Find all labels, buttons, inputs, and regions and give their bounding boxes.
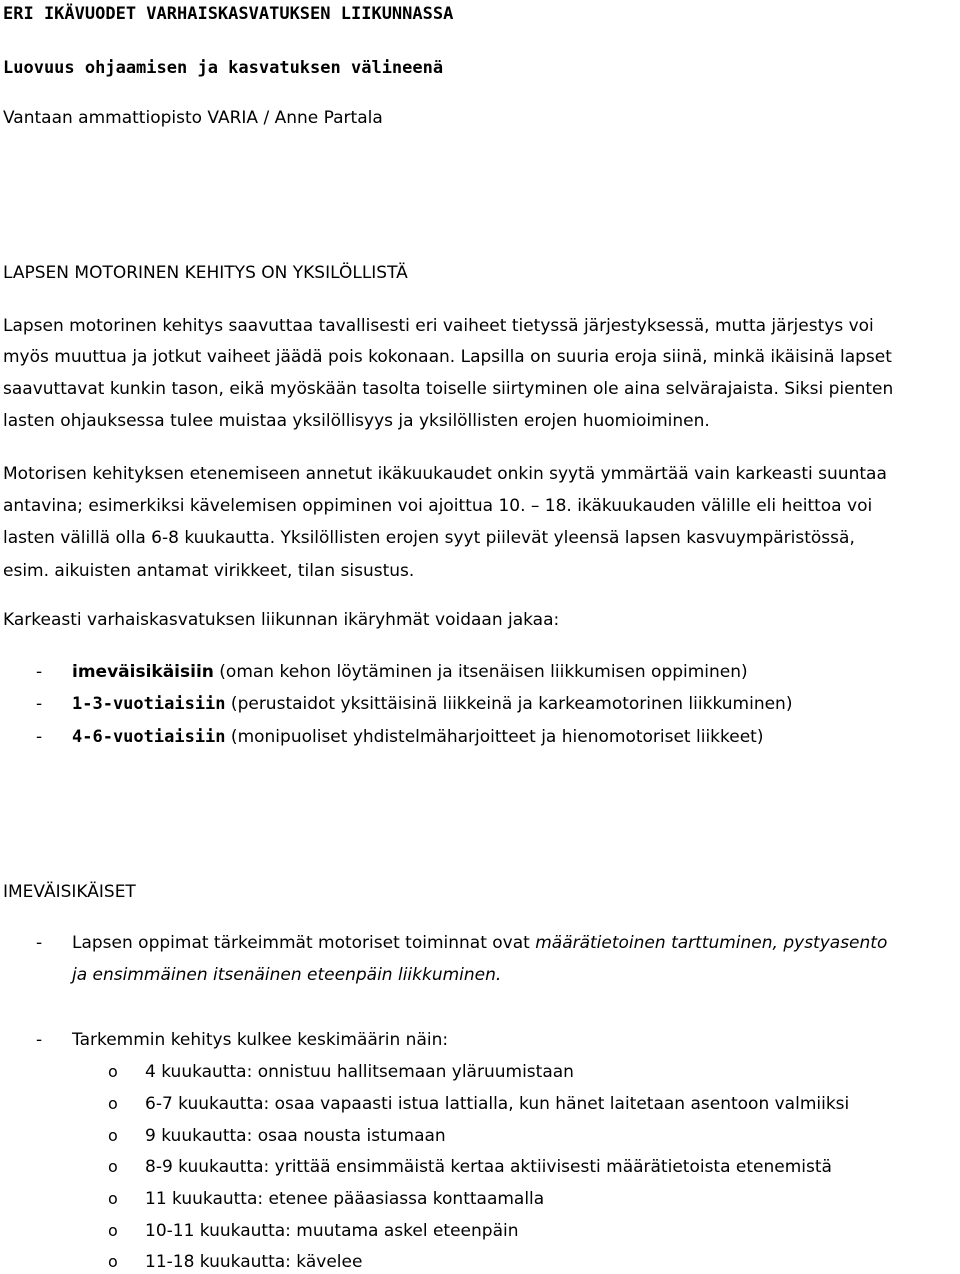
- age-group-term: 1-3-vuotiaisiin: [72, 694, 226, 714]
- age-group-term: imeväisikäisiin: [72, 662, 214, 682]
- infant-key-skills-line: ja ensimmäinen itsenäinen eteenpäin liikkuminen.: [72, 965, 502, 985]
- document-subtitle: Luovuus ohjaamisen ja kasvatuksen välineenä: [3, 58, 444, 78]
- paragraph-line: lasten välillä olla 6-8 kuukautta. Yksilöllisten erojen syyt piilevät yleensä lapsen kasvuympäristössä,: [3, 528, 855, 548]
- paragraph-line: saavuttavat kunkin tason, eikä myöskään tasolta toiselle siirtyminen ole aina selvärajaista. Siksi pienten: [3, 379, 894, 399]
- milestone-item: 10-11 kuukautta: muutama askel eteenpäin: [145, 1221, 519, 1241]
- section-heading-motor-development: LAPSEN MOTORINEN KEHITYS ON YKSILÖLLISTÄ: [3, 263, 408, 283]
- age-group-description: (monipuoliset yhdistelmäharjoitteet ja hienomotoriset liikkeet): [225, 727, 764, 747]
- bullet-marker: o: [108, 1221, 118, 1240]
- age-group-description: (perustaidot yksittäisinä liikkeinä ja karkeamotorinen liikkuminen): [225, 694, 793, 714]
- paragraph-line: Lapsen motorinen kehitys saavuttaa tavallisesti eri vaiheet tietyssä järjestyksessä, mutta järjestys voi: [3, 316, 874, 336]
- bullet-marker: o: [108, 1094, 118, 1113]
- document-author: Vantaan ammattiopisto VARIA / Anne Partala: [3, 108, 383, 128]
- section-heading-infants: IMEVÄISIKÄISET: [3, 882, 136, 902]
- milestone-item: 9 kuukautta: osaa nousta istumaan: [145, 1126, 446, 1146]
- milestone-item: 8-9 kuukautta: yrittää ensimmäistä kertaa aktiivisesti määrätietoista etenemistä: [145, 1157, 832, 1177]
- paragraph-line: antavina; esimerkiksi kävelemisen oppiminen voi ajoittua 10. – 18. ikäkuukauden välille eli heittoa voi: [3, 496, 873, 516]
- age-groups-intro: Karkeasti varhaiskasvatuksen liikunnan ikäryhmät voidaan jakaa:: [3, 610, 560, 630]
- infant-key-skills-line: Lapsen oppimat tärkeimmät motoriset toiminnat ovat määrätietoinen tarttuminen, pystyasento: [72, 933, 888, 953]
- bullet-marker: o: [108, 1062, 118, 1081]
- milestone-item: 6-7 kuukautta: osaa vapaasti istua lattialla, kun hänet laitetaan asentoon valmiiksi: [145, 1094, 850, 1114]
- dash-marker: -: [36, 694, 43, 714]
- dash-marker: -: [36, 1030, 43, 1050]
- dash-marker: -: [36, 933, 43, 953]
- bullet-marker: o: [108, 1252, 118, 1271]
- milestone-item: 11 kuukautta: etenee pääasiassa konttaamalla: [145, 1189, 545, 1209]
- paragraph-line: lasten ohjauksessa tulee muistaa yksilöllisyys ja yksilöllisten erojen huomioiminen.: [3, 411, 710, 431]
- paragraph-line: esim. aikuisten antamat virikkeet, tilan sisustus.: [3, 561, 415, 581]
- milestone-item: 11-18 kuukautta: kävelee: [145, 1252, 363, 1272]
- document-title: ERI IKÄVUODET VARHAISKASVATUKSEN LIIKUNNASSA: [3, 4, 454, 24]
- dash-marker: -: [36, 727, 43, 747]
- milestone-item: 4 kuukautta: onnistuu hallitsemaan yläruumistaan: [145, 1062, 574, 1082]
- age-group-term: 4-6-vuotiaisiin: [72, 727, 226, 747]
- dash-marker: -: [36, 662, 43, 682]
- paragraph-line: Motorisen kehityksen etenemiseen annetut ikäkuukaudet onkin syytä ymmärtää vain karkeasti suuntaa: [3, 464, 887, 484]
- age-group-description: (oman kehon löytäminen ja itsenäisen liikkumisen oppiminen): [213, 662, 748, 682]
- development-intro: Tarkemmin kehitys kulkee keskimäärin näin:: [72, 1030, 449, 1050]
- bullet-marker: o: [108, 1126, 118, 1145]
- bullet-marker: o: [108, 1189, 118, 1208]
- bullet-marker: o: [108, 1157, 118, 1176]
- paragraph-line: myös muuttua ja jotkut vaiheet jäädä pois kokonaan. Lapsilla on suuria eroja siinä, minkä ikäisinä lapset: [3, 347, 892, 367]
